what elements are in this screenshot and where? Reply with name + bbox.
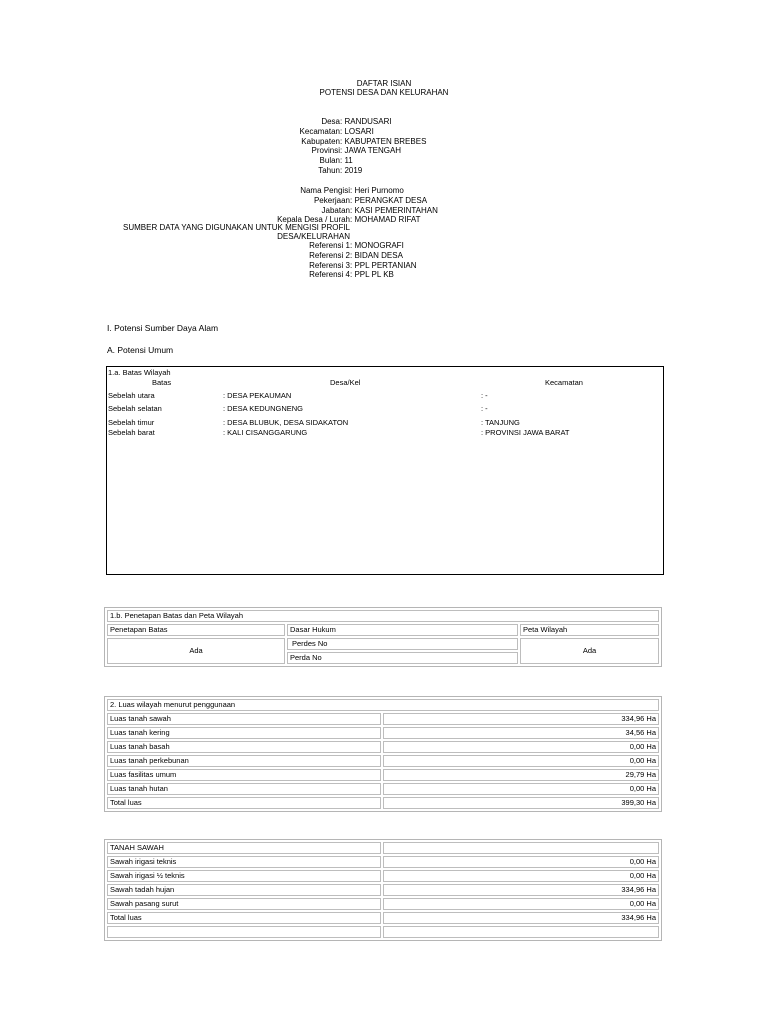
reference-value: PPL PERTANIAN	[354, 260, 417, 270]
official-value: PERANGKAT DESA	[354, 195, 428, 205]
official-label: Pekerjaan	[313, 195, 350, 205]
table-row	[107, 769, 659, 781]
official-row: Jabatan: KASI PEMERINTAHAN	[200, 206, 438, 216]
table-row	[107, 699, 659, 711]
luas-wilayah-table	[104, 696, 662, 812]
sawah-empty-cell	[383, 926, 659, 938]
sawah-value: 0,00 Ha	[383, 870, 659, 882]
sawah-label: Sawah irigasi teknis	[107, 856, 381, 868]
reference-row: Referensi 4: PPL PL KB	[200, 270, 417, 280]
batas-side: Sebelah barat	[108, 428, 155, 437]
officials-block	[200, 186, 438, 225]
location-label: Bulan	[319, 156, 340, 166]
batas-kecamatan: : PROVINSI JAWA BARAT	[481, 428, 570, 437]
location-label: Provinsi	[311, 146, 340, 156]
batas-kecamatan: : TANJUNG	[481, 418, 520, 427]
location-label: Desa	[321, 117, 340, 126]
sawah-label: Total luas	[107, 912, 381, 924]
luas-label: Total luas	[107, 797, 381, 809]
reference-row: Referensi 1: MONOGRAFI	[200, 241, 417, 251]
location-row: Tahun: 2019	[200, 166, 426, 176]
batas-desa: : DESA KEDUNGNENG	[223, 404, 304, 413]
penetapan-title: 1.b. Penetapan Batas dan Peta Wilayah	[107, 610, 659, 622]
luas-value: 0,00 Ha	[383, 783, 659, 795]
batas-wilayah-box	[106, 366, 664, 575]
table-row	[107, 884, 659, 896]
batas-side: Sebelah utara	[108, 391, 155, 400]
luas-value: 34,56 Ha	[383, 727, 659, 739]
official-row: Nama Pengisi: Heri Purnomo	[200, 186, 438, 196]
peta-wilayah-header: Peta Wilayah	[520, 624, 659, 636]
location-value: 2019	[344, 165, 363, 175]
reference-value: PPL PL KB	[354, 270, 394, 280]
table-row	[107, 638, 659, 650]
table-row	[107, 842, 659, 854]
doc-title-2: POTENSI DESA DAN KELURAHAN	[319, 88, 449, 97]
reference-label: Referensi 3	[309, 260, 350, 270]
sawah-label: Sawah tadah hujan	[107, 884, 381, 896]
batas-desa: : DESA BLUBUK, DESA SIDAKATON	[223, 418, 349, 427]
reference-row: Referensi 3: PPL PERTANIAN	[200, 261, 417, 271]
section-heading-a: A. Potensi Umum	[107, 345, 174, 355]
reference-label: Referensi 4	[309, 270, 350, 280]
official-label: Nama Pengisi	[300, 186, 350, 195]
penetapan-table	[104, 607, 662, 667]
batas-side: Sebelah selatan	[108, 404, 162, 413]
luas-label: Luas tanah perkebunan	[107, 755, 381, 767]
reference-value: MONOGRAFI	[354, 241, 404, 250]
location-value: 11	[344, 156, 353, 166]
official-label: Kepala Desa / Lurah	[277, 215, 350, 225]
sawah-value: 0,00 Ha	[383, 856, 659, 868]
table-row	[107, 610, 659, 622]
table-row	[107, 741, 659, 753]
table-row	[107, 856, 659, 868]
reference-row: Referensi 2: BIDAN DESA	[200, 251, 417, 261]
table-row	[107, 898, 659, 910]
sawah-value: 334,96 Ha	[383, 884, 659, 896]
luas-label: Luas tanah sawah	[107, 713, 381, 725]
location-block	[200, 117, 426, 176]
batas-side: Sebelah timur	[108, 418, 155, 427]
location-value: KABUPATEN BREBES	[344, 136, 427, 146]
references-block	[200, 241, 417, 280]
location-label: Kabupaten	[301, 136, 340, 146]
luas-value: 0,00 Ha	[383, 741, 659, 753]
luas-label: Luas tanah hutan	[107, 783, 381, 795]
sawah-empty-cell	[107, 926, 381, 938]
batas-title: 1.a. Batas Wilayah	[108, 368, 171, 377]
tanah-sawah-table	[104, 839, 662, 941]
official-row: Kepala Desa / Lurah: MOHAMAD RIFAT	[200, 215, 438, 225]
table-row	[107, 713, 659, 725]
luas-label: Luas fasilitas umum	[107, 769, 381, 781]
penetapan-header: Penetapan Batas	[107, 624, 285, 636]
batas-header-batas: Batas	[152, 378, 172, 387]
luas-value: 0,00 Ha	[383, 755, 659, 767]
location-row: Desa: RANDUSARI	[200, 117, 426, 127]
batas-header-kecamatan: Kecamatan	[545, 378, 583, 387]
reference-label: Referensi 2	[309, 250, 350, 260]
sawah-value: 334,96 Ha	[383, 912, 659, 924]
location-value: JAWA TENGAH	[344, 146, 402, 156]
batas-desa: : DESA PEKAUMAN	[223, 391, 292, 400]
sawah-value: 0,00 Ha	[383, 898, 659, 910]
official-label: Jabatan	[321, 205, 350, 215]
location-row: Provinsi: JAWA TENGAH	[200, 146, 426, 156]
batas-kecamatan: : -	[481, 391, 488, 400]
official-value: MOHAMAD RIFAT	[354, 215, 421, 225]
location-value: RANDUSARI	[344, 117, 392, 126]
sources-heading-1: SUMBER DATA YANG DIGUNAKAN UNTUK MENGISI PROFIL	[123, 223, 350, 232]
location-row: Bulan: 11	[200, 156, 426, 166]
official-row: Pekerjaan: PERANGKAT DESA	[200, 196, 438, 206]
table-row	[107, 797, 659, 809]
luas-value: 334,96 Ha	[383, 713, 659, 725]
sawah-title-blank	[383, 842, 659, 854]
table-row	[107, 727, 659, 739]
luas-label: Luas tanah kering	[107, 727, 381, 739]
luas-label: Luas tanah basah	[107, 741, 381, 753]
table-row	[107, 912, 659, 924]
perdes-cell: Perdes No	[287, 638, 518, 650]
sawah-label: Sawah pasang surut	[107, 898, 381, 910]
table-row	[107, 624, 659, 636]
luas-value: 399,30 Ha	[383, 797, 659, 809]
table-row	[107, 870, 659, 882]
doc-title-1: DAFTAR ISIAN	[356, 79, 412, 88]
location-value: LOSARI	[344, 126, 374, 136]
location-label: Tahun	[318, 165, 340, 175]
table-row	[107, 926, 659, 938]
batas-kecamatan: : -	[481, 404, 488, 413]
perda-cell: Perda No	[287, 652, 518, 664]
sawah-label: Sawah irigasi ½ teknis	[107, 870, 381, 882]
location-label: Kecamatan	[299, 126, 340, 136]
section-heading-1: I. Potensi Sumber Daya Alam	[107, 323, 219, 333]
official-value: KASI PEMERINTAHAN	[354, 205, 438, 215]
reference-value: BIDAN DESA	[354, 250, 403, 260]
dasar-hukum-header: Dasar Hukum	[287, 624, 518, 636]
sawah-title: TANAH SAWAH	[107, 842, 381, 854]
peta-value: Ada	[520, 638, 659, 664]
batas-desa: : KALI CISANGGARUNG	[223, 428, 308, 437]
table-row	[107, 755, 659, 767]
location-row: Kabupaten: KABUPATEN BREBES	[200, 137, 426, 147]
reference-label: Referensi 1	[309, 241, 350, 250]
penetapan-value: Ada	[107, 638, 285, 664]
table-row	[107, 783, 659, 795]
location-row: Kecamatan: LOSARI	[200, 127, 426, 137]
luas-value: 29,79 Ha	[383, 769, 659, 781]
official-value: Heri Purnomo	[354, 186, 404, 195]
batas-header-desa: Desa/Kel	[330, 378, 361, 387]
sources-heading-2: DESA/KELURAHAN	[277, 232, 350, 241]
luas-title: 2. Luas wilayah menurut penggunaan	[107, 699, 659, 711]
